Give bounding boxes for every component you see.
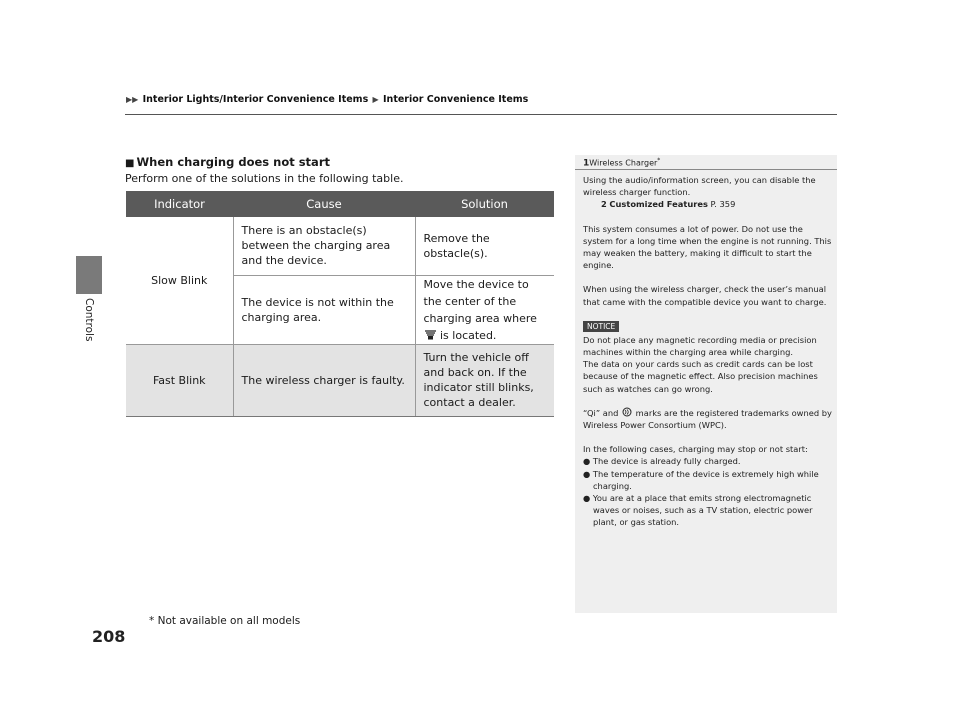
note-marker-icon: 1 [583,158,590,169]
notice-badge: NOTICE [583,321,619,332]
solution-text-b: is located. [440,328,497,342]
note-paragraph: In the following cases, charging may stop or not start: [583,444,808,455]
note-paragraph: This system consumes a lot of power. Do not use the system for a long time when the engine is not running. This may weaken the battery, making it difficult to start the engine. [583,223,832,271]
header-solution: Solution [415,191,554,217]
reference-arrow-icon: 2 [601,199,607,210]
header-indicator: Indicator [126,191,233,217]
bullet-icon: ● [583,468,591,479]
list-item-text: The temperature of the device is extremely high while charging. [592,468,819,491]
note-paragraph: When using the wireless charger, check the user’s manual that came with the compatible device you want to charge. [583,284,827,307]
troubleshooting-table [126,191,554,417]
table-row [126,344,554,416]
bullet-icon: ● [583,493,591,504]
cause-cell: The device is not within the charging area. [233,275,415,344]
note-title [583,157,660,169]
intro-text: Perform one of the solutions in the following table. [125,172,404,185]
note-body [583,174,833,529]
list-item-text: The device is already fully charged. [592,456,741,467]
solution-cell [415,275,554,344]
solution-text-a: Move the device to the center of the charging area where [423,277,537,325]
cause-cell: The wireless charger is faulty. [233,344,415,416]
list-item [583,492,833,529]
reference-page: P. 359 [710,199,736,210]
breadcrumb-arrow-icon: ▶▶ [126,95,139,104]
indicator-fast-blink: Fast Blink [126,344,233,416]
solution-cell: Turn the vehicle off and back on. If the indicator still blinks, contact a dealer. [415,344,554,416]
trademark-text-b: marks are the registered trademarks owned by Wireless Power Consortium (WPC). [583,407,832,431]
note-paragraph [583,320,833,395]
wireless-charging-indicator-icon [424,328,437,339]
trademark-text-a: “Qi” and [583,407,619,418]
reference-link[interactable]: Customized Features [609,199,708,210]
note-text: Using the audio/information screen, you can disable the wireless charger function. [583,175,816,198]
page-number: 208 [92,627,126,646]
indicator-slow-blink: Slow Blink [126,217,233,344]
section-side-label [81,298,97,348]
note-paragraph [583,407,833,431]
note-paragraph [583,174,833,211]
section-title [125,155,330,169]
bullet-icon: ● [583,456,591,467]
qi-logo-icon [621,408,633,418]
list-item [583,455,833,467]
side-label-text: Controls [83,298,95,342]
breadcrumb [125,94,528,105]
breadcrumb-part-1[interactable]: Interior Lights/Interior Convenience Items [142,94,369,105]
section-title-text: When charging does not start [136,155,330,169]
note-title-text: Wireless Charger [589,158,658,168]
footnote: * Not available on all models [149,615,301,627]
section-side-tab [76,256,102,294]
breadcrumb-part-2[interactable]: Interior Convenience Items [383,94,529,105]
list-item-text: You are at a place that emits strong electromagnetic waves or noises, such as a TV station, electric power plant, or gas station. [592,493,813,528]
square-bullet-icon: ■ [125,158,135,169]
notice-text: Do not place any magnetic recording media or precision machines within the charging area while charging. [583,334,817,358]
solution-cell: Remove the obstacle(s). [415,217,554,275]
cross-reference[interactable] [601,198,833,210]
table-header-row [126,191,554,217]
list-item [583,468,833,492]
breadcrumb-arrow-icon: ▶ [372,95,379,104]
header-rule [125,114,837,115]
table-row [126,217,554,275]
cause-cell: There is an obstacle(s) between the charging area and the device. [233,217,415,275]
notice-text: The data on your cards such as credit cards can be lost because of the magnetic effect. Also precision machines such as watches can go wrong. [583,359,818,394]
note-rule [575,169,837,170]
header-cause: Cause [233,191,415,217]
footnote-star: * [657,157,661,164]
